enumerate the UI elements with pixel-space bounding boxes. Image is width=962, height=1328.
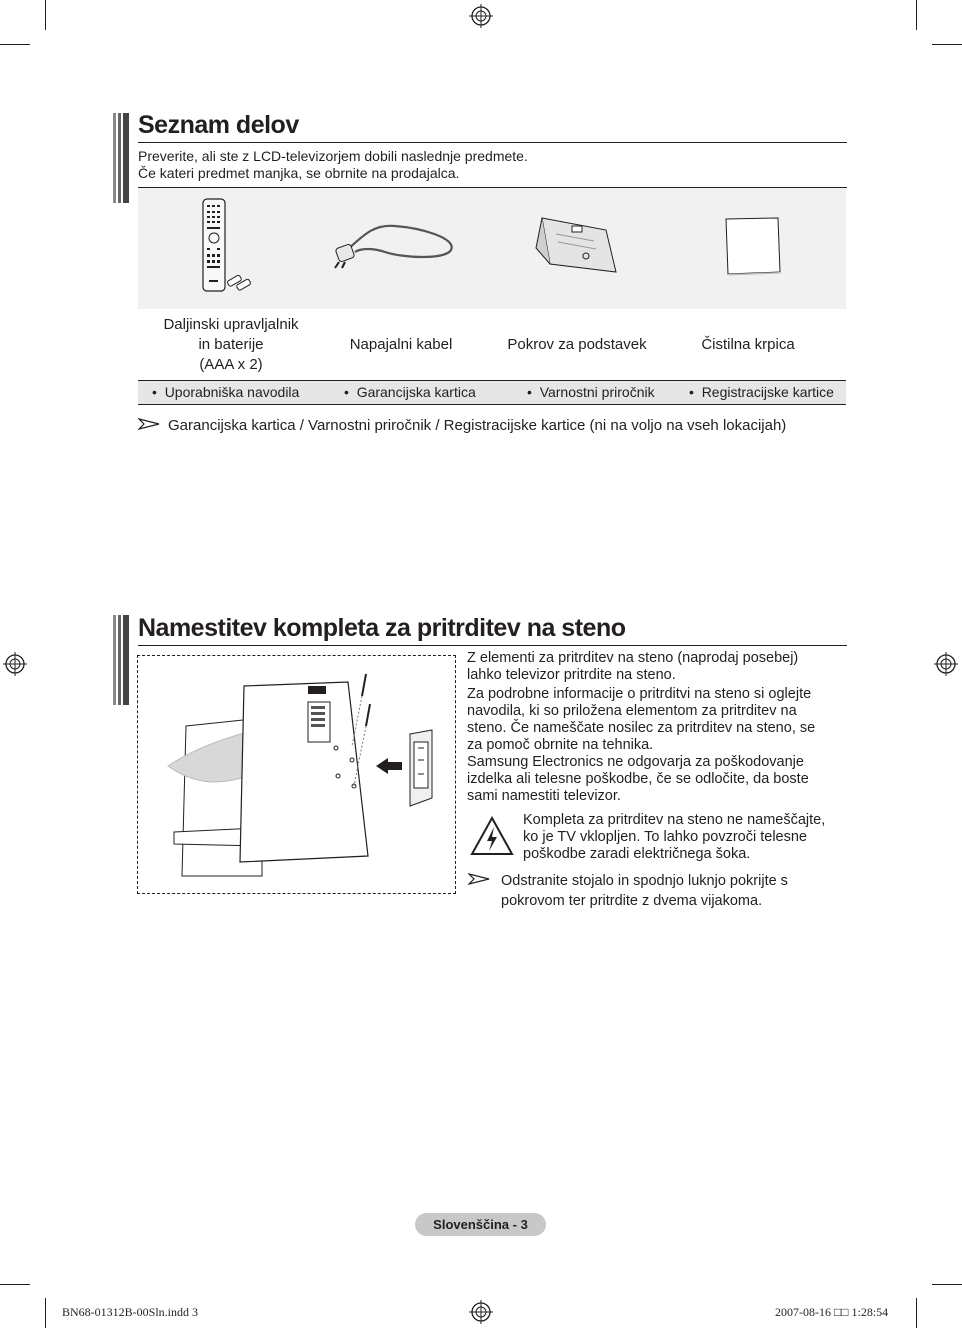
intro-line: Preverite, ali ste z LCD-televizorjem dobili naslednje predmete. — [138, 148, 528, 164]
cleaning-cloth-icon — [720, 214, 784, 278]
crop-mark — [45, 0, 46, 30]
registration-mark-icon — [469, 4, 493, 28]
text-line: Z elementi za pritrditev na steno (naprodaj posebej) — [467, 650, 799, 666]
crop-mark — [0, 44, 30, 45]
documents-row — [138, 380, 846, 405]
text-line: Za podrobne informacije o pritrditvi na steno si oglejte — [467, 686, 812, 702]
item-label-line: Čistilna krpica — [701, 336, 795, 353]
note-arrow-icon — [468, 873, 490, 885]
text-line: poškodbe zaradi električnega šoka. — [523, 846, 751, 862]
doc-item: • Uporabniška navodila — [152, 384, 300, 400]
text-line: za pomoč obrnite na tehnika. — [467, 737, 654, 753]
crop-mark — [45, 1298, 46, 1328]
registration-mark-icon — [3, 652, 27, 676]
wall-mount-illustration — [137, 655, 456, 894]
wall-mount-diagram — [138, 656, 455, 893]
section-marker — [113, 113, 129, 203]
electric-shock-warning-icon — [469, 815, 515, 857]
item-label-power-cord — [320, 335, 482, 355]
availability-note: Garancijska kartica / Varnostni priročnik / Registracijske kartice (ni na voljo na vseh lokacijah) — [168, 417, 787, 434]
print-timestamp: 2007-08-16 □□ 1:28:54 — [775, 1305, 889, 1319]
title-rule — [138, 645, 847, 646]
text-line: steno. Če nameščate nosilec za pritrditev na steno, se — [467, 720, 816, 736]
doc-item: • Garancijska kartica — [344, 384, 476, 400]
items-image-band — [138, 188, 846, 309]
intro-line: Če kateri predmet manjka, se obrnite na prodajalca. — [138, 165, 460, 181]
power-cord-icon — [333, 216, 463, 276]
text-line: Kompleta za pritrditev na steno ne nameščajte, — [523, 812, 826, 828]
doc-label: Uporabniška navodila — [164, 384, 300, 400]
section-title: Namestitev kompleta za pritrditev na steno — [138, 614, 626, 642]
crop-mark — [0, 1284, 30, 1285]
crop-mark — [916, 0, 917, 30]
crop-mark — [932, 1284, 962, 1285]
item-label-line: Pokrov za podstavek — [507, 336, 647, 353]
doc-label: Varnostni priročnik — [539, 384, 655, 400]
crop-mark — [916, 1298, 917, 1328]
liability-notice — [467, 754, 847, 805]
text-line: sami namestiti televizor. — [467, 788, 621, 804]
text-line: lahko televizor pritrdite na steno. — [467, 667, 676, 683]
note-arrow-icon — [138, 418, 160, 430]
item-label-remote — [140, 315, 322, 375]
section-title: Seznam delov — [138, 111, 299, 139]
title-rule — [138, 142, 847, 143]
remote-control-icon — [198, 196, 260, 296]
item-label-line: in baterije — [198, 336, 264, 353]
text-line: Odstranite stojalo in spodnjo luknjo pokrijte s — [501, 873, 788, 889]
stand-cover-note — [501, 871, 847, 911]
doc-label: Registracijske kartice — [701, 384, 834, 400]
item-label-cleaning-cloth — [670, 335, 826, 355]
page-number-badge: Slovenščina - 3 — [415, 1213, 546, 1236]
wall-mount-intro — [467, 650, 847, 684]
section-marker — [113, 615, 129, 705]
item-label-line: (AAA x 2) — [199, 356, 263, 373]
stand-cover-icon — [528, 212, 623, 278]
text-line: Samsung Electronics ne odgovarja za poškodovanje — [467, 754, 804, 770]
doc-item: • Varnostni priročnik — [527, 384, 655, 400]
crop-mark — [932, 44, 962, 45]
item-label-line: Daljinski upravljalnik — [163, 316, 299, 333]
intro-text — [138, 148, 528, 182]
file-slug: BN68-01312B-00Sln.indd 3 — [62, 1305, 199, 1319]
text-line: pokrovom ter pritrdite z dvema vijakoma. — [501, 893, 763, 909]
text-line: izdelka ali telesne poškodbe, če se odločite, da boste — [467, 771, 809, 787]
doc-label: Garancijska kartica — [356, 384, 476, 400]
registration-mark-icon — [469, 1300, 493, 1324]
text-line: navodila, ki so priložena elementom za pritrditev na — [467, 703, 797, 719]
item-label-stand-cover — [490, 335, 664, 355]
wall-mount-info — [467, 686, 847, 754]
warning-text — [523, 812, 847, 863]
item-label-line: Napajalni kabel — [349, 336, 453, 353]
registration-mark-icon — [934, 652, 958, 676]
doc-item: • Registracijske kartice — [689, 384, 834, 400]
text-line: ko je TV vklopljen. To lahko povzroči telesne — [523, 829, 807, 845]
